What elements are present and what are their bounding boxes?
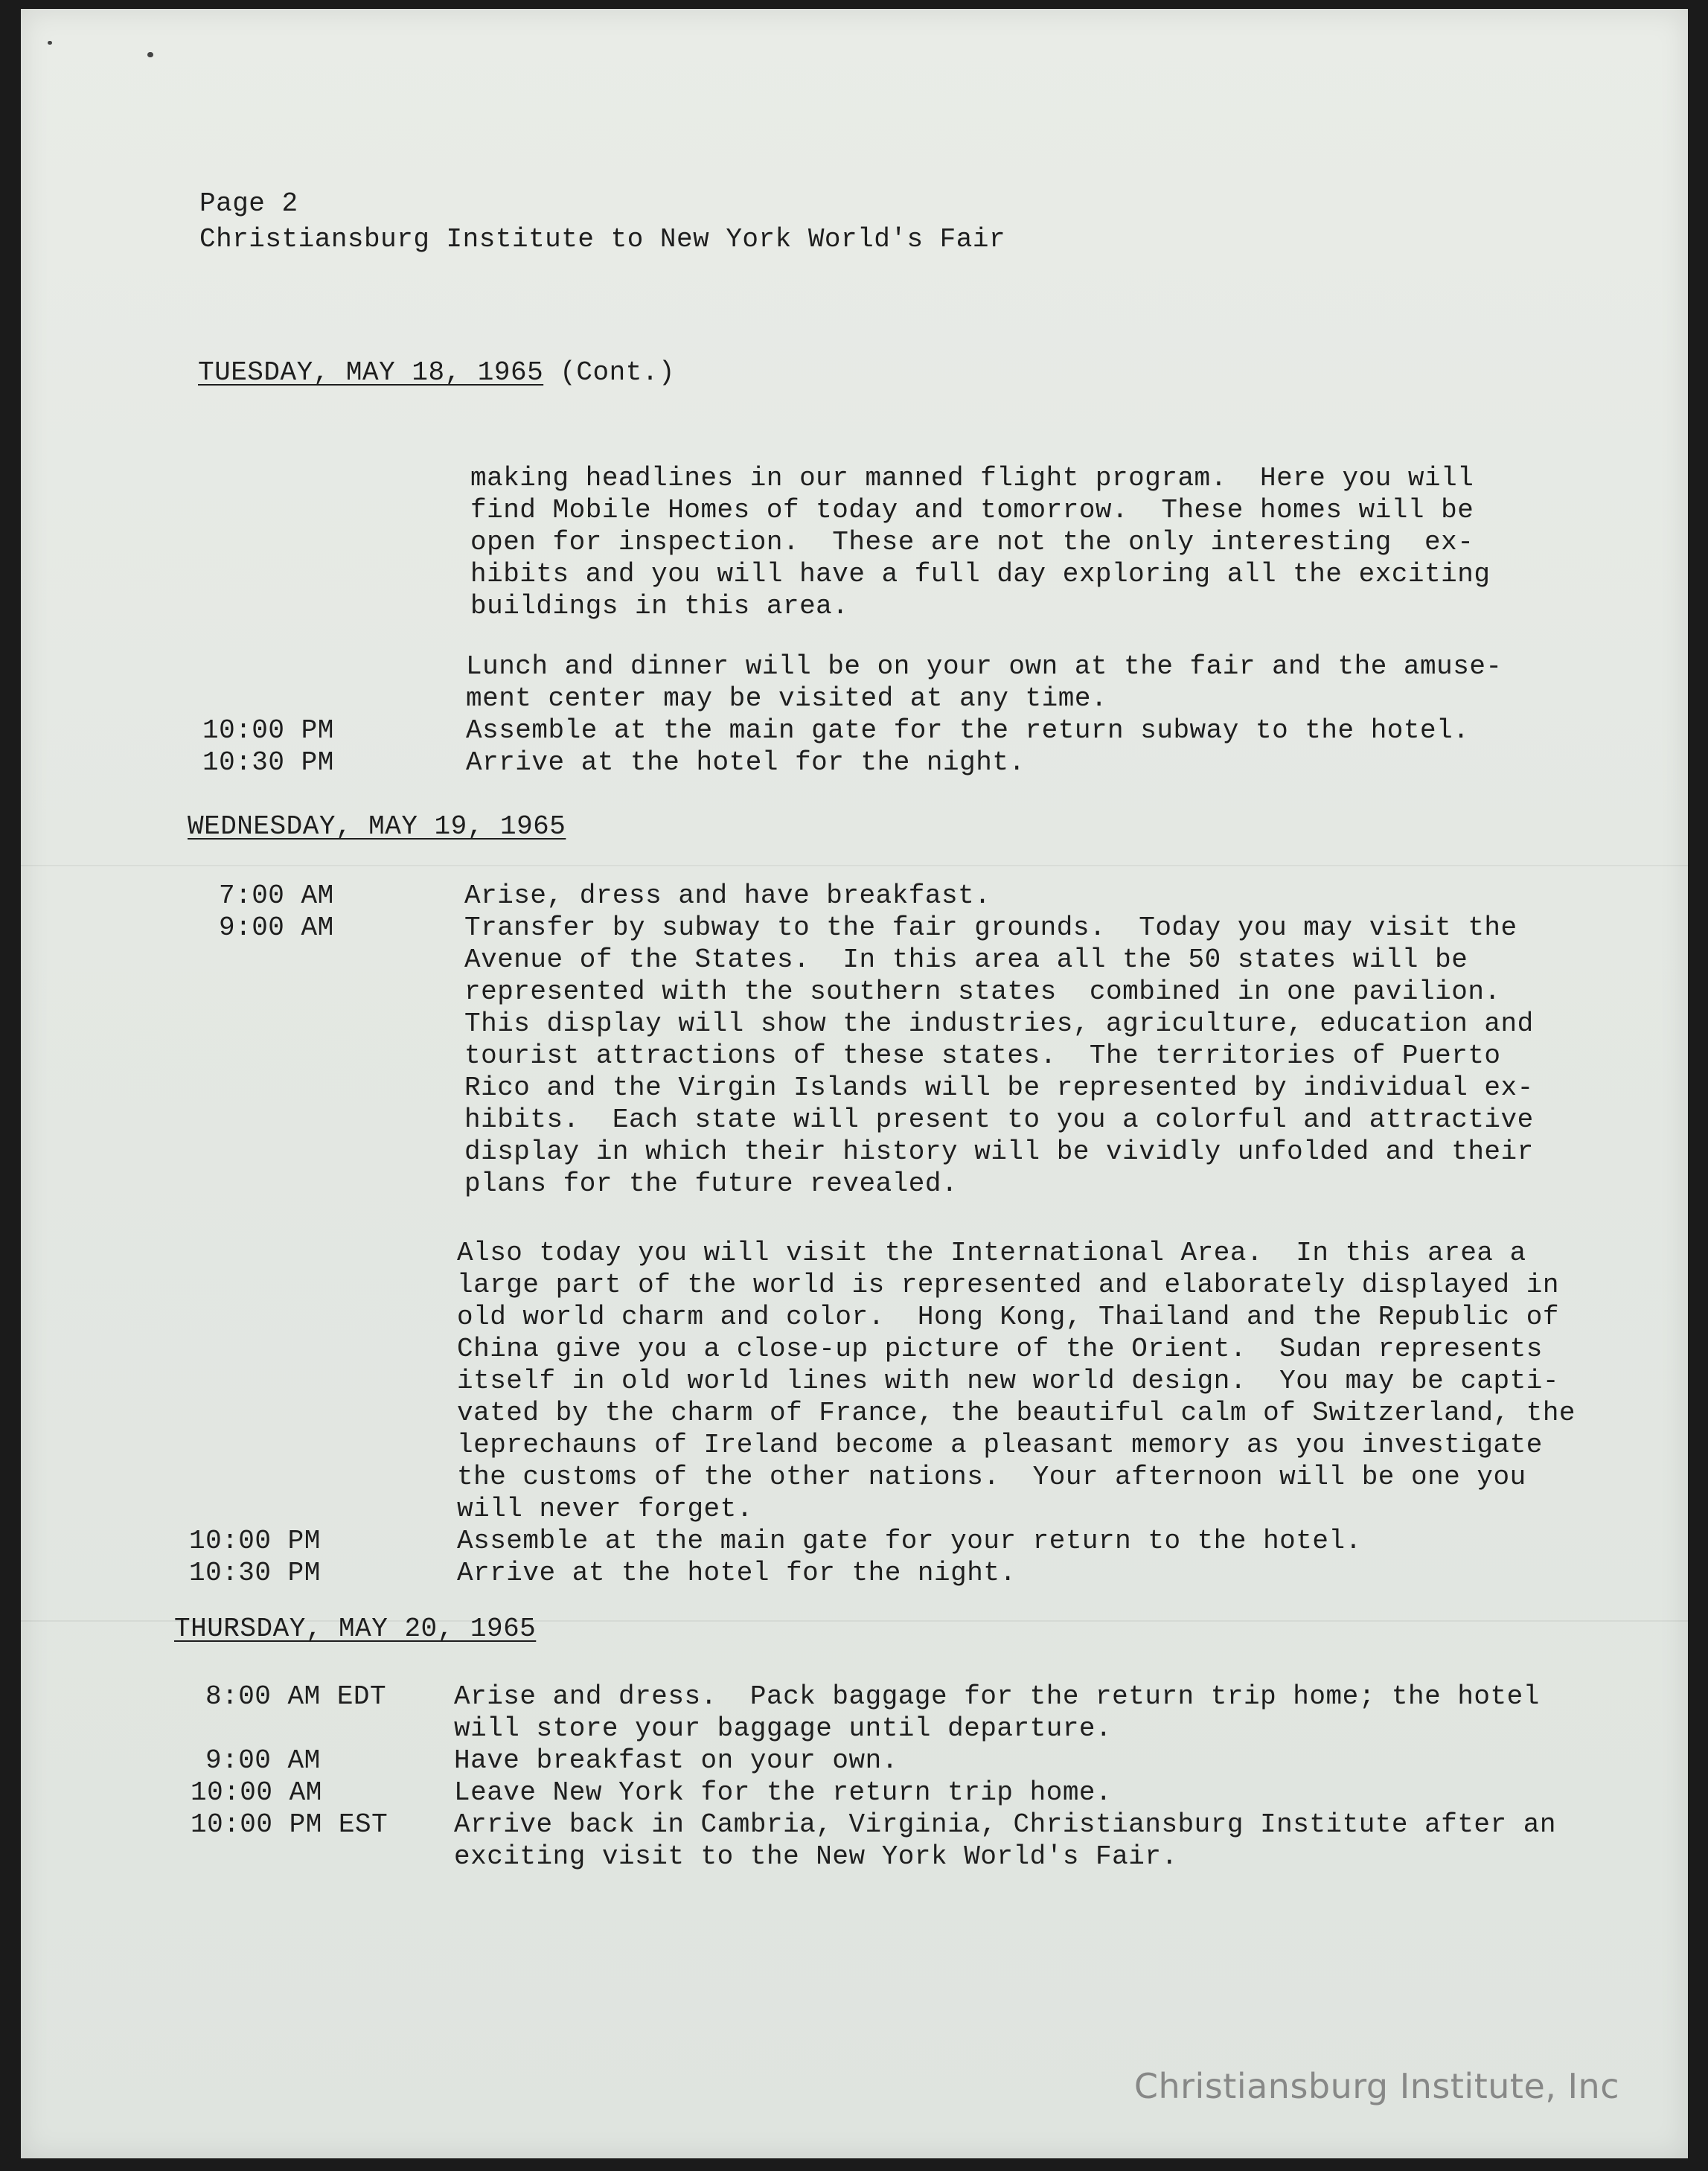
entry-text: Arrive at the hotel for the night. [457,1558,1017,1588]
entry-text: Arise, dress and have breakfast. [464,880,991,911]
entry-text: exciting visit to the New York World's Fair. [454,1841,1178,1872]
entry-time: 10:00 PM EST [191,1809,388,1840]
entry-text: Also today you will visit the International Area. In this area a [457,1238,1526,1268]
entry-text: Assemble at the main gate for your return to the hotel. [457,1526,1362,1556]
entry-text: the customs of the other nations. Your afternoon will be one you [457,1462,1526,1492]
entry-time: 7:00 AM [219,880,334,911]
entry-text: large part of the world is represented and elaborately displayed in [457,1270,1559,1300]
entry-text: Arrive at the hotel for the night. [466,747,1026,778]
entry-text: Have breakfast on your own. [454,1745,898,1776]
entry-text: old world charm and color. Hong Kong, Thailand and the Republic of [457,1302,1559,1332]
entry-text: buildings in this area. [470,591,849,621]
entry-text: tourist attractions of these states. The territories of Puerto [464,1040,1501,1071]
entry-time: 10:00 PM [202,715,334,746]
entry-time: 10:30 PM [202,747,334,778]
day-heading: THURSDAY, MAY 20, 1965 [174,1614,537,1644]
letter-body [21,9,1688,2158]
entry-text: represented with the southern states combined in one pavilion. [464,976,1501,1007]
entry-text: Assemble at the main gate for the return subway to the hotel. [466,715,1470,746]
entry-text: display in which their history will be vividly unfolded and their [464,1136,1534,1167]
entry-text: Leave New York for the return trip home. [454,1777,1113,1808]
day-heading: TUESDAY, MAY 18, 1965 (Cont.) [198,357,676,388]
entry-text: find Mobile Homes of today and tomorrow. These homes will be [470,495,1474,525]
entry-text: ment center may be visited at any time. [466,683,1108,714]
entry-text: hibits and you will have a full day exploring all the exciting [470,559,1491,589]
entry-time: 9:00 AM [219,912,334,943]
entry-text: Arise and dress. Pack baggage for the return trip home; the hotel [454,1681,1540,1712]
entry-text: China give you a close-up picture of the Orient. Sudan represents [457,1334,1543,1364]
entry-text: Rico and the Virgin Islands will be represented by individual ex- [464,1072,1534,1103]
entry-time: 10:00 AM [191,1777,322,1808]
entry-time: 9:00 AM [205,1745,321,1776]
entry-text: This display will show the industries, agriculture, education and [464,1008,1534,1039]
entry-text: plans for the future revealed. [464,1168,959,1199]
entry-text: Transfer by subway to the fair grounds. Today you may visit the [464,912,1517,943]
entry-text: will never forget. [457,1494,753,1524]
entry-time: 10:00 PM [189,1526,321,1556]
entry-text: Lunch and dinner will be on your own at the fair and the amuse- [466,651,1503,682]
entry-text: itself in old world lines with new world design. You may be capti- [457,1366,1559,1396]
entry-text: leprechauns of Ireland become a pleasant memory as you investigate [457,1430,1543,1460]
entry-text: Avenue of the States. In this area all the 50 states will be [464,944,1468,975]
paper-sheet [21,9,1688,2158]
entry-text: open for inspection. These are not the only interesting ex- [470,527,1474,557]
entry-time: 8:00 AM EDT [205,1681,387,1712]
letter-title: Christiansburg Institute to New York World's Fair [199,224,1006,255]
watermark: Christiansburg Institute, Inc [1133,2066,1619,2106]
entry-text: vated by the charm of France, the beautiful calm of Switzerland, the [457,1398,1576,1428]
page-number: Page 2 [199,188,298,219]
entry-text: Arrive back in Cambria, Virginia, Christiansburg Institute after an [454,1809,1556,1840]
entry-text: will store your baggage until departure. [454,1713,1113,1744]
entry-time: 10:30 PM [189,1558,321,1588]
day-heading: WEDNESDAY, MAY 19, 1965 [188,811,566,842]
entry-text: making headlines in our manned flight program. Here you will [470,463,1474,493]
entry-text: hibits. Each state will present to you a colorful and attractive [464,1104,1534,1135]
